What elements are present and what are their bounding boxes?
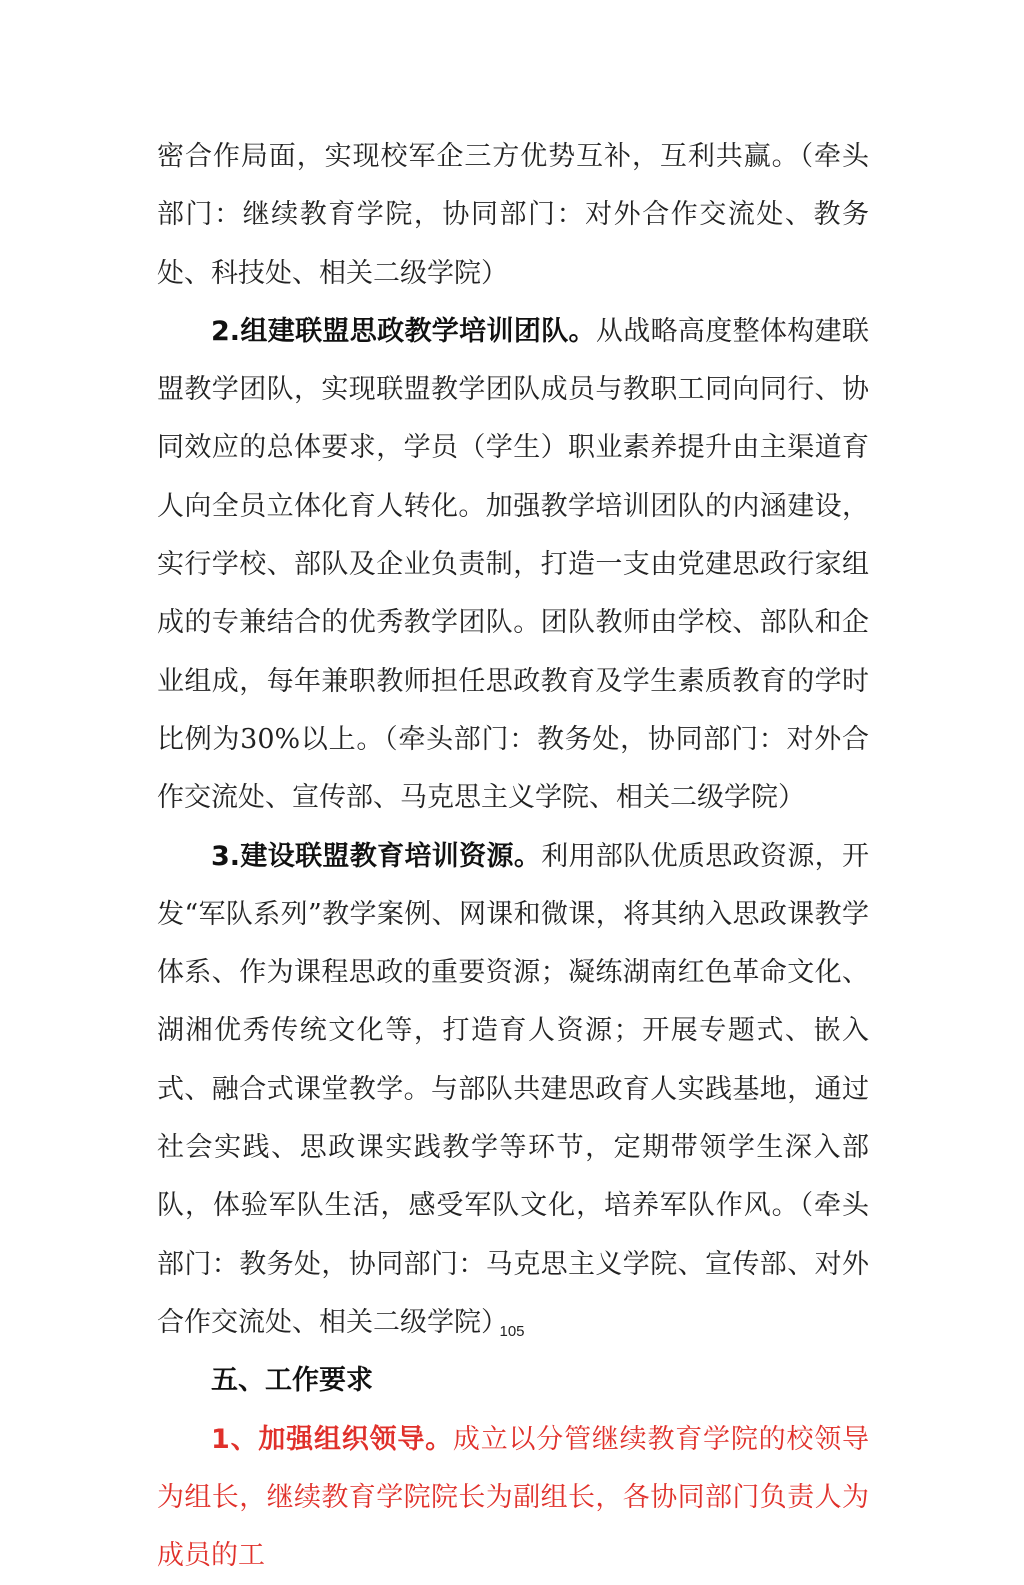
page-number: 105 [499, 1323, 525, 1340]
paragraph-lead: 1、加强组织领导。 [211, 1423, 453, 1455]
paragraph-lead: 2.组建联盟思政教学培训团队。 [211, 315, 596, 347]
paragraph-organization-leadership [157, 1411, 869, 1585]
document-body [157, 128, 869, 1585]
paragraph-continuation [157, 128, 869, 303]
paragraph-text: 从战略高度整体构建联盟教学团队，实现联盟教学团队成员与教职工同向同行、协同效应的总体要求，学员（学生）职业素养提升由主渠道育人向全员立体化育人转化。加强教学培训团队的内涵建设，实行学校、部队及企业负责制，打造一支由党建思政行家组成的专兼结合的优秀教学团队。团队教师由学校、部队和企业组成，每年兼职教师担任思政教育及学生素质教育的学时比例为30%以上。（牵头部门：教务处，协同部门：对外合作交流处、宣传部、马克思主义学院、相关二级学院） [157, 315, 870, 814]
paragraph-teaching-team [157, 303, 869, 828]
paragraph-lead: 3.建设联盟教育培训资源。 [211, 840, 542, 872]
paragraph-text: 利用部队优质思政资源，开发“军队系列”教学案例、网课和微课，将其纳入思政课教学体系、作为课程思政的重要资源；凝练湖南红色革命文化、湖湘优秀传统文化等，打造育人资源；开展专题式、嵌入式、融合式课堂教学。与部队共建思政育人实践基地，通过社会实践、思政课实践教学等环节，定期带领学生深入部队，体验军队生活，感受军队文化，培养军队作风。（牵头部门：教务处，协同部门：马克思主义学院、宣传部、对外合作交流处、相关二级学院） [157, 840, 870, 1338]
paragraph-training-resources [157, 828, 869, 1353]
paragraph-text: 密合作局面，实现校军企三方优势互补，互利共赢。（牵头部门：继续教育学院，协同部门：对外合作交流处、教务处、科技处、相关二级学院） [157, 141, 869, 289]
paragraph-text: 成立以分管继续教育学院的校领导为组长，继续教育学院院长为副组长，各协同部门负责人为成员的工 [157, 1423, 870, 1572]
section-heading: 五、工作要求 [211, 1365, 373, 1397]
